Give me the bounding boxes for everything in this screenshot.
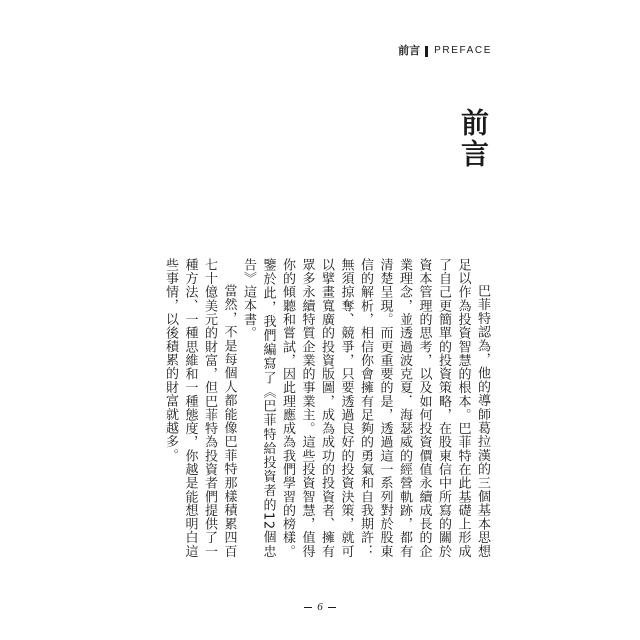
running-header-chapter-zh: 前言 (398, 44, 421, 57)
footer-dash-right (328, 607, 336, 608)
paragraph-2: 當然，不是每個人都能像巴菲特那樣積累四百七十億美元的財富，但巴菲特為投資者們提供了一種方法、一種思維和一種態度，你越是能想明白這些事情，以後積累的財富就越多。 (163, 258, 237, 558)
chapter-title: 前言 (457, 108, 490, 170)
page-footer (0, 601, 640, 613)
running-header-chapter-en: PREFACE (434, 45, 492, 56)
page-number: 6 (317, 601, 323, 613)
paragraph-1: 巴菲特認為，他的導師葛拉漢的三個基本思想足以作為投資智慧的根本。巴菲特在此基礎上形成了自己更簡單的投資策略，在股東信中所寫的關於資本管理的思考，以及如何投資價值永續成長的企業理念，並透過波克夏．海瑟威的經營軌跡，都有清楚呈現。而更重要的是，透過這一系列對於股東信的解析，相信你會擁有足夠的勇氣和自我期許：無須掠奪、競爭，只要透過良好的投資決策，就可以擘畫寬廣的投資版圖，成為成功的投資者、擁有眾多永續特質企業的事業主。這些投資智慧，值得你的傾聽和嘗試，因此理應成為我們學習的榜樣。鑒於此，我們編寫了《巴菲特給投資者的12個忠告》這本書。 (241, 258, 490, 558)
footer-dash-left (304, 607, 312, 608)
running-header-divider (425, 46, 428, 57)
body-text (161, 258, 493, 558)
running-header (398, 45, 492, 57)
